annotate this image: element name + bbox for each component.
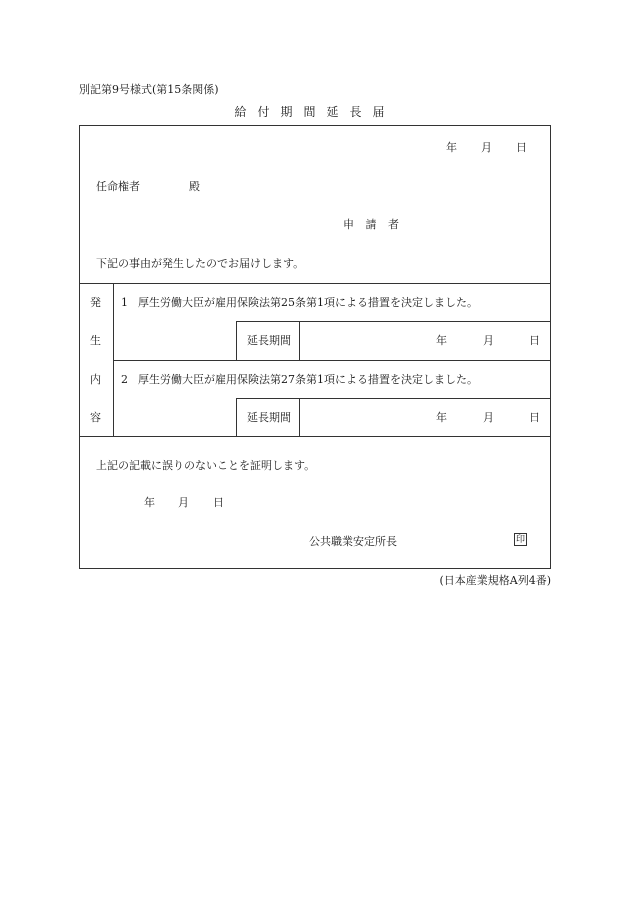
- date-month-label: 月: [483, 334, 494, 347]
- form-reference: 別記第9号様式(第15条関係): [79, 83, 219, 96]
- divider-line: [113, 360, 551, 361]
- applicant-label: 申 請 者: [343, 218, 403, 231]
- report-statement: 下記の事由が発生したのでお届けします。: [96, 257, 305, 270]
- date-year-label: 年: [436, 411, 447, 424]
- seal-mark: 印: [515, 535, 525, 545]
- divider-line: [236, 321, 551, 322]
- divider-line: [79, 436, 551, 437]
- date-year-label: 年: [144, 496, 155, 509]
- side-label-char: 容: [90, 411, 101, 424]
- date-day-label: 日: [213, 496, 224, 509]
- addressee-label: 任命権者: [96, 180, 140, 193]
- form-title: 給付期間延長届: [234, 105, 396, 119]
- date-month-label: 月: [483, 411, 494, 424]
- date-day-label: 日: [529, 334, 540, 347]
- divider-line: [299, 321, 300, 360]
- extension-period-label: 延長期間: [247, 411, 291, 424]
- item-text: 厚生労働大臣が雇用保険法第27条第1項による措置を決定しました。: [138, 373, 478, 386]
- side-label-char: 生: [90, 334, 101, 347]
- date-year-label: 年: [436, 334, 447, 347]
- date-year-label: 年: [446, 141, 457, 154]
- item-number: 2: [121, 373, 128, 386]
- divider-line: [79, 283, 551, 284]
- extension-period-label: 延長期間: [247, 334, 291, 347]
- divider-line: [113, 283, 114, 436]
- side-label-char: 発: [90, 296, 101, 309]
- date-day-label: 日: [529, 411, 540, 424]
- date-month-label: 月: [481, 141, 492, 154]
- side-label-char: 内: [90, 373, 101, 386]
- divider-line: [236, 321, 237, 360]
- divider-line: [236, 398, 551, 399]
- divider-line: [236, 398, 237, 436]
- certification-statement: 上記の記載に誤りのないことを証明します。: [96, 459, 316, 472]
- honorific-label: 殿: [189, 180, 200, 193]
- paper-size-note: (日本産業規格A列4番): [439, 574, 551, 587]
- item-text: 厚生労働大臣が雇用保険法第25条第1項による措置を決定しました。: [138, 296, 478, 309]
- date-day-label: 日: [516, 141, 527, 154]
- date-month-label: 月: [178, 496, 189, 509]
- divider-line: [299, 398, 300, 436]
- item-number: 1: [121, 296, 128, 309]
- office-title: 公共職業安定所長: [309, 535, 397, 548]
